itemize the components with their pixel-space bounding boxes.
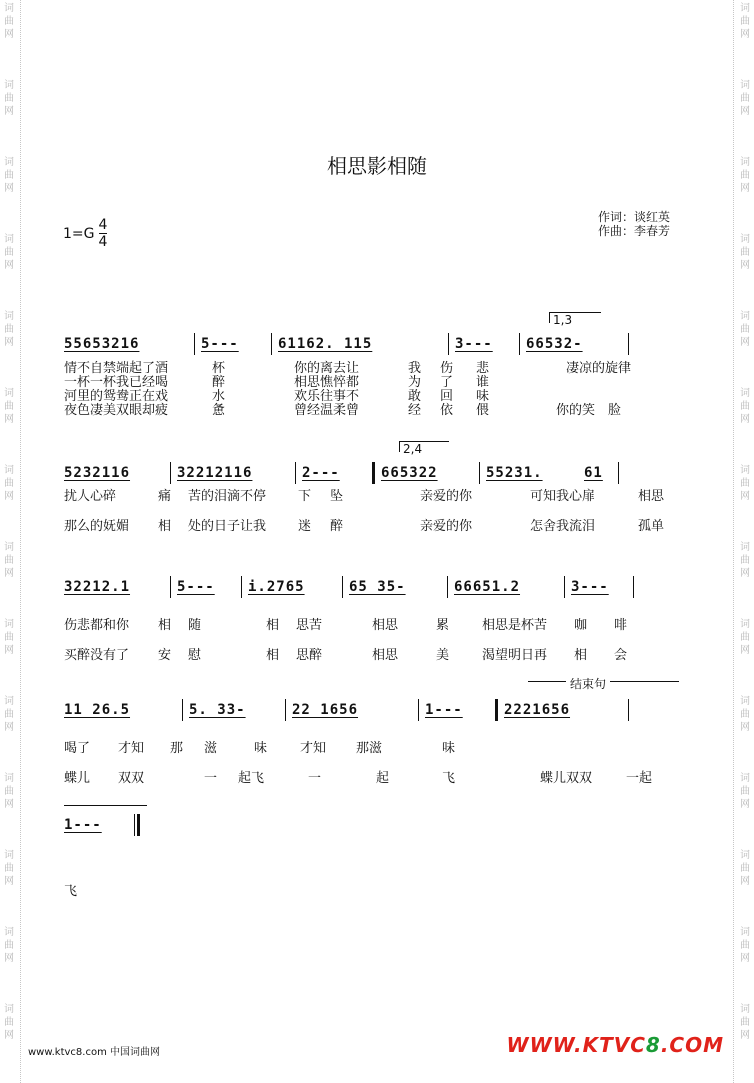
measure: 61 — [584, 465, 603, 481]
measure: 5--- — [177, 579, 215, 595]
time-signature — [99, 218, 108, 249]
lyric-segment: 你的笑 脸 — [556, 403, 622, 418]
lyric-segment: 咖 — [574, 618, 588, 633]
music-row-4 — [64, 698, 678, 722]
watermark-char: 词 — [4, 80, 14, 91]
watermark-block — [736, 77, 754, 154]
watermark-char: 词 — [740, 619, 750, 630]
watermark-char: 词 — [4, 3, 14, 14]
watermark-block — [0, 308, 18, 385]
lyric-line — [64, 404, 678, 418]
lyricist: 作词：谈红英 — [598, 210, 671, 224]
watermark-char: 网 — [740, 645, 750, 656]
lyric-line — [64, 649, 678, 663]
watermark-block — [0, 616, 18, 693]
lyric-segment: 那滋 — [356, 741, 383, 756]
watermark-char: 曲 — [740, 1017, 750, 1028]
lyric-segment: 凄凉的旋律 — [566, 361, 632, 376]
lyric-segment: 相思 — [372, 618, 399, 633]
lyric-line — [64, 520, 678, 534]
watermark-char: 词 — [740, 696, 750, 707]
watermark-char: 词 — [740, 3, 750, 14]
measure: 55653216 — [64, 336, 140, 352]
watermark-char: 曲 — [4, 863, 14, 874]
lyric-segment: 悲 — [476, 361, 490, 376]
music-row-1 — [64, 332, 678, 356]
lyric-segment: 回 — [440, 389, 454, 404]
watermark-char: 曲 — [740, 786, 750, 797]
lyric-segment: 伤悲都和你 — [64, 618, 130, 633]
watermark-char: 词 — [4, 619, 14, 630]
lyric-segment: 我 — [408, 361, 422, 376]
watermark-char: 词 — [740, 1004, 750, 1015]
measure: 32212.1 — [64, 579, 131, 595]
lyric-segment: 随 — [188, 618, 202, 633]
lyric-segment: 买醉没有了 — [64, 648, 130, 663]
measure: 3--- — [571, 579, 609, 595]
measure: 22 1656 — [292, 702, 359, 718]
watermark-char: 曲 — [4, 1017, 14, 1028]
watermark-char: 曲 — [4, 247, 14, 258]
watermark-block — [0, 693, 18, 770]
watermark-char: 网 — [4, 106, 14, 117]
watermark-char: 词 — [740, 311, 750, 322]
lyric-segment: 相思 — [638, 489, 665, 504]
watermark-char: 词 — [740, 388, 750, 399]
measure: 55231. — [486, 465, 543, 481]
watermark-char: 词 — [740, 850, 750, 861]
watermark-char: 词 — [740, 157, 750, 168]
lyric-segment: 安 — [158, 648, 172, 663]
lyric-segment: 水 — [212, 389, 226, 404]
watermark-char: 网 — [4, 491, 14, 502]
lyric-segment: 思醉 — [296, 648, 323, 663]
watermark-block — [0, 770, 18, 847]
credits — [598, 210, 670, 238]
watermark-block — [0, 231, 18, 308]
watermark-char: 网 — [4, 337, 14, 348]
volta-1-3: 1,3 — [549, 312, 601, 323]
lyric-line — [64, 490, 678, 504]
lyric-segment: 双双 — [118, 771, 145, 786]
lyric-segment: 处的日子让我 — [188, 519, 267, 534]
lyric-segment: 扰人心碎 — [64, 489, 117, 504]
watermark-block — [0, 539, 18, 616]
watermark-block — [736, 462, 754, 539]
lyric-segment: 飞 — [64, 884, 78, 899]
lyric-segment: 飞 — [442, 771, 456, 786]
lyric-segment: 味 — [254, 741, 268, 756]
lyric-segment: 下 — [298, 489, 312, 504]
lyric-segment: 味 — [476, 389, 490, 404]
watermark-char: 曲 — [740, 247, 750, 258]
watermark-char: 网 — [4, 414, 14, 425]
watermark-char: 网 — [4, 953, 14, 964]
measure: 61162. 115 — [278, 336, 373, 352]
measure: 3--- — [455, 336, 493, 352]
lyric-segment: 喝了 — [64, 741, 91, 756]
watermark-char: 词 — [740, 542, 750, 553]
lyric-segment: 滋 — [204, 741, 218, 756]
lyric-segment: 孤单 — [638, 519, 665, 534]
watermark-char: 网 — [740, 876, 750, 887]
lyric-segment: 亲爱的你 — [420, 489, 473, 504]
watermark-char: 曲 — [740, 478, 750, 489]
site-logo: WWW.KTVC8.COM — [506, 1033, 724, 1057]
lyric-segment: 一杯一杯我已经喝 — [64, 375, 169, 390]
watermark-char: 词 — [4, 1004, 14, 1015]
watermark-block — [0, 462, 18, 539]
watermark-block — [0, 1001, 18, 1078]
watermark-char: 词 — [4, 234, 14, 245]
watermark-char: 曲 — [4, 940, 14, 951]
lyric-line — [64, 390, 678, 404]
volta-2-4: 2,4 — [399, 441, 449, 452]
watermark-block — [736, 770, 754, 847]
lyric-segment: 敢 — [408, 389, 422, 404]
lyric-segment: 思苦 — [296, 618, 323, 633]
watermark-block — [736, 693, 754, 770]
lyric-segment: 一起 — [626, 771, 653, 786]
lyric-segment: 醉 — [330, 519, 344, 534]
lyric-line — [64, 742, 678, 756]
watermark-char: 曲 — [740, 709, 750, 720]
lyric-segment: 相 — [574, 648, 588, 663]
watermark-char: 词 — [4, 927, 14, 938]
lyric-segment: 渴望明日再 — [482, 648, 548, 663]
lyric-segment: 一 — [204, 771, 218, 786]
measure: 65 35- — [349, 579, 406, 595]
lyric-segment: 曾经温柔曾 — [294, 403, 360, 418]
watermark-char: 词 — [740, 234, 750, 245]
watermark-block — [0, 924, 18, 1001]
watermark-char: 词 — [4, 311, 14, 322]
lyric-segment: 河里的鸳鸯正在戏 — [64, 389, 169, 404]
watermark-char: 曲 — [4, 555, 14, 566]
lyric-segment: 可知我心扉 — [530, 489, 596, 504]
watermark-char: 网 — [4, 722, 14, 733]
ending-label: 结束句 — [566, 675, 610, 692]
watermark-char: 网 — [740, 414, 750, 425]
lyric-line — [64, 362, 678, 376]
lyric-segment: 欢乐往事不 — [294, 389, 360, 404]
lyric-segment: 相 — [266, 648, 280, 663]
watermark-char: 词 — [4, 773, 14, 784]
watermark-char: 曲 — [740, 324, 750, 335]
watermark-char: 词 — [740, 773, 750, 784]
watermark-char: 词 — [4, 388, 14, 399]
watermark-block — [736, 924, 754, 1001]
lyric-segment: 蝶儿 — [64, 771, 91, 786]
lyric-segment: 杯 — [212, 361, 226, 376]
measure: 2--- — [302, 465, 340, 481]
watermark-char: 曲 — [4, 632, 14, 643]
watermark-block — [736, 385, 754, 462]
lyric-segment: 你的离去让 — [294, 361, 360, 376]
music-row-5 — [64, 813, 678, 837]
measure: 5232116 — [64, 465, 131, 481]
watermark-char: 曲 — [4, 16, 14, 27]
composer: 作曲：李春芳 — [598, 224, 671, 238]
watermark-block — [736, 539, 754, 616]
lyric-segment: 相思 — [372, 648, 399, 663]
watermark-char: 曲 — [740, 93, 750, 104]
lyric-segment: 经 — [408, 403, 422, 418]
lyric-segment: 了 — [440, 375, 454, 390]
watermark-char: 词 — [4, 850, 14, 861]
watermark-char: 网 — [740, 953, 750, 964]
lyric-segment: 怎舍我流泪 — [530, 519, 596, 534]
lyric-segment: 才知 — [118, 741, 145, 756]
watermark-char: 网 — [740, 491, 750, 502]
watermark-char: 曲 — [4, 709, 14, 720]
lyric-segment: 味 — [442, 741, 456, 756]
watermark-block — [736, 616, 754, 693]
watermark-char: 曲 — [4, 478, 14, 489]
watermark-char: 网 — [4, 29, 14, 40]
watermark-char: 曲 — [740, 16, 750, 27]
lyric-segment: 情不自禁端起了酒 — [64, 361, 169, 376]
lyric-segment: 苦的泪滴不停 — [188, 489, 267, 504]
watermark-char: 曲 — [740, 401, 750, 412]
lyric-segment: 累 — [436, 618, 450, 633]
watermark-char: 词 — [740, 927, 750, 938]
lyric-segment: 才知 — [300, 741, 327, 756]
measure: i.2765 — [248, 579, 305, 595]
song-title: 相思影相随 — [327, 154, 427, 178]
watermark-block — [736, 847, 754, 924]
lyric-segment: 谁 — [476, 375, 490, 390]
music-row-2 — [64, 461, 678, 485]
lyric-segment: 美 — [436, 648, 450, 663]
time-bottom: 4 — [98, 234, 108, 250]
lyric-line — [64, 772, 678, 786]
lyric-line — [64, 885, 678, 899]
watermark-char: 词 — [4, 157, 14, 168]
lyric-segment: 慰 — [188, 648, 202, 663]
lyric-segment: 啡 — [614, 618, 628, 633]
watermark-char: 曲 — [4, 401, 14, 412]
watermark-block — [0, 847, 18, 924]
lyric-segment: 那么的妩媚 — [64, 519, 130, 534]
watermark-char: 曲 — [740, 863, 750, 874]
watermark-char: 网 — [4, 799, 14, 810]
watermark-char: 网 — [740, 106, 750, 117]
watermark-block — [0, 0, 18, 77]
watermark-char: 词 — [740, 465, 750, 476]
lyric-segment: 痛 — [158, 489, 172, 504]
watermark-char: 网 — [4, 876, 14, 887]
measure: 5. 33- — [189, 702, 246, 718]
watermark-char: 曲 — [740, 940, 750, 951]
watermark-char: 网 — [4, 645, 14, 656]
measure: 32212116 — [177, 465, 253, 481]
watermark-char: 曲 — [740, 555, 750, 566]
measure: 2221656 — [504, 702, 571, 718]
lyric-segment: 夜色凄美双眼却疲 — [64, 403, 169, 418]
watermark-char: 网 — [4, 183, 14, 194]
lyric-segment: 伤 — [440, 361, 454, 376]
watermark-char: 曲 — [4, 324, 14, 335]
watermark-char: 网 — [740, 260, 750, 271]
lyric-segment: 一 — [308, 771, 322, 786]
lyric-segment: 依 — [440, 403, 454, 418]
lyric-segment: 为 — [408, 375, 422, 390]
lyric-segment: 相 — [158, 618, 172, 633]
music-row-3 — [64, 575, 678, 599]
watermark-char: 曲 — [740, 170, 750, 181]
watermark-char: 网 — [4, 1030, 14, 1041]
key-signature — [63, 218, 107, 249]
watermark-char: 词 — [4, 542, 14, 553]
lyric-line — [64, 376, 678, 390]
lyric-segment: 相思憔悴都 — [294, 375, 360, 390]
measure: 665322 — [381, 465, 438, 481]
lyric-segment: 起飞 — [238, 771, 265, 786]
watermark-block — [736, 231, 754, 308]
lyric-segment: 蝶儿双双 — [540, 771, 593, 786]
watermark-char: 词 — [4, 696, 14, 707]
watermark-char: 网 — [740, 337, 750, 348]
watermark-block — [0, 77, 18, 154]
lyric-segment: 相思是杯苦 — [482, 618, 548, 633]
watermark-char: 曲 — [4, 170, 14, 181]
watermark-char: 网 — [740, 568, 750, 579]
measure: 66651.2 — [454, 579, 521, 595]
watermark-char: 网 — [740, 799, 750, 810]
watermark-char: 网 — [4, 260, 14, 271]
watermark-block — [736, 308, 754, 385]
watermark-block — [0, 385, 18, 462]
lyric-segment: 醉 — [212, 375, 226, 390]
key-label: 1=G — [63, 225, 95, 242]
lyric-line — [64, 619, 678, 633]
watermark-char: 曲 — [740, 632, 750, 643]
measure: 11 26.5 — [64, 702, 131, 718]
lyric-segment: 惫 — [212, 403, 226, 418]
lyric-segment: 起 — [376, 771, 390, 786]
watermark-char: 网 — [740, 183, 750, 194]
lyric-segment: 坠 — [330, 489, 344, 504]
lyric-segment: 相 — [158, 519, 172, 534]
watermark-char: 曲 — [4, 93, 14, 104]
lyric-segment: 迷 — [298, 519, 312, 534]
measure: 5--- — [201, 336, 239, 352]
watermark-block — [736, 0, 754, 77]
lyric-segment: 会 — [614, 648, 628, 663]
watermark-char: 网 — [4, 568, 14, 579]
watermark-char: 词 — [4, 465, 14, 476]
lyric-segment: 偎 — [476, 403, 490, 418]
lyric-segment: 那 — [170, 741, 184, 756]
measure: 1--- — [425, 702, 463, 718]
watermark-char: 曲 — [4, 786, 14, 797]
watermark-char: 词 — [740, 80, 750, 91]
measure: 66532- — [526, 336, 583, 352]
watermark-char: 网 — [740, 722, 750, 733]
lyric-segment: 亲爱的你 — [420, 519, 473, 534]
time-top: 4 — [98, 217, 108, 233]
footer-site-text: www.ktvc8.com 中国词曲网 — [28, 1047, 161, 1058]
lyric-segment: 相 — [266, 618, 280, 633]
watermark-char: 网 — [740, 1030, 750, 1041]
watermark-char: 网 — [740, 29, 750, 40]
measure: 1--- — [64, 817, 102, 833]
watermark-block — [736, 1001, 754, 1078]
